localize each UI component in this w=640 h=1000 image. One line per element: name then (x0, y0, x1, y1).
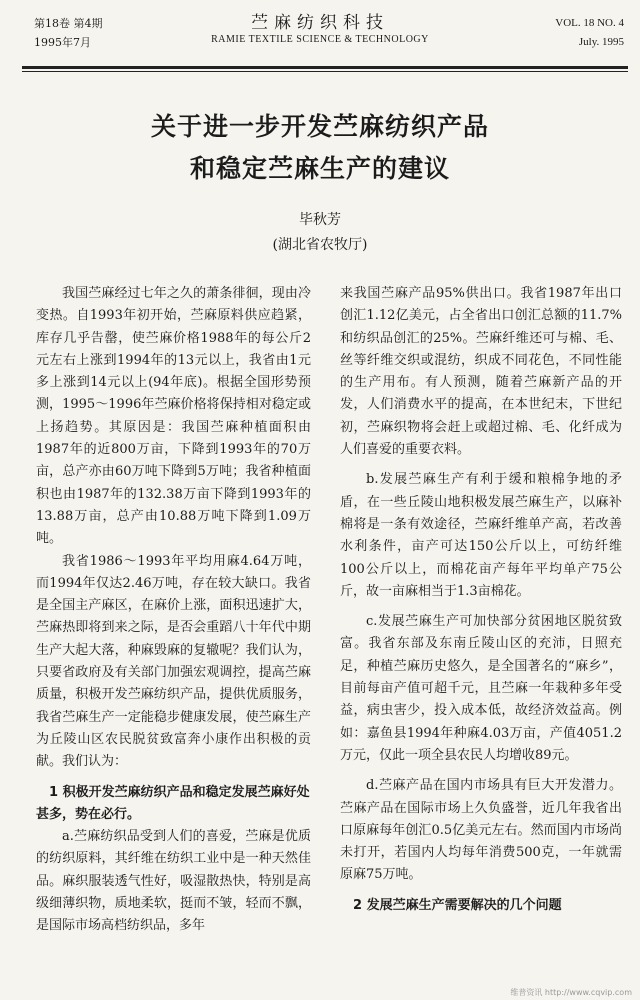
volume-cn: 第18卷 第4期 (34, 17, 103, 30)
header-center (0, 12, 640, 45)
header-right (555, 14, 624, 52)
volume-en: VOL. 18 NO. 4 (555, 17, 624, 29)
paragraph: c.发展苎麻生产可加快部分贫困地区脱贫致富。我省东部及东南丘陵山区的充沛，日照充足，种植苎麻历史悠久，是全国著名的“麻乡”，目前每亩产值可超千元，且苎麻一年栽种多年受益，病虫害少，投入成本低，故经济效益高。例如：嘉鱼县1994年种麻4.03万亩，产值4051.2万元，仅此一项全县农民人均增收89元。 (340, 614, 622, 763)
paragraph: 我省1986～1993年平均用麻4.64万吨，而1994年仅达2.46万吨，存在较大缺口。我省是全国主产麻区，在麻价上涨，面积迅速扩大，苎麻热即将到来之际，是否会重蹈八十年代中期生产大起大落，种麻毁麻的复辙呢？我们认为，只要省政府及有关部门加强宏观调控，提高苎麻质量，积极开发苎麻纺织产品，提供优质服务，我省苎麻生产一定能稳步健康发展，使苎麻生产为丘陵山区农民脱贫致富奔小康作出积极的贡献。我们认为： (36, 553, 311, 770)
section-heading: 1 积极开发苎麻纺织产品和稳定发展苎麻好处甚多，势在必行。 (36, 784, 310, 822)
section-heading: 2 发展苎麻生产需要解决的几个问题 (353, 897, 562, 913)
paragraph: b.发展苎麻生产有利于缓和粮棉争地的矛盾，在一些丘陵山地积极发展苎麻生产，以麻补棉将是一条有效途径，苎麻纤维单产高，若改善水利条件，亩产可达150公斤以上，可纺纤维100公斤以上，而棉花亩产每年平均单产75公斤，故一亩麻相当于1.3亩棉花。 (340, 472, 622, 599)
article-title (0, 106, 640, 190)
paragraph: 来我国苎麻产品95%供出口。我省1987年出口创汇1.12亿美元，占全省出口创汇总额的11.7%和纺织品创汇的25%。苎麻纤维还可与棉、毛、丝等纤维交织或混纺，织成不同花色，不同性能的生产用布。有人预测，随着苎麻新产品的开发，人们消费水平的提高，在本世纪末，下世纪初，苎麻织物将会赶上或超过棉、毛、化纤成为人们喜爱的重要衣料。 (340, 286, 622, 458)
body-column-right (340, 283, 622, 917)
author-name: 毕秋芳 (299, 212, 341, 228)
journal-name-en: RAMIE TEXTILE SCIENCE & TECHNOLOGY (211, 34, 429, 45)
date-en: July. 1995 (578, 36, 624, 48)
author-affiliation: (湖北省农牧厅) (272, 237, 368, 253)
title-line-2: 和稳定苎麻生产的建议 (189, 154, 450, 183)
header-rule-thick (22, 66, 628, 69)
paragraph: d.苎麻产品在国内市场具有巨大开发潜力。苎麻产品在国际市场上久负盛誉，近几年我省出口原麻每年创汇0.5亿美元左右。然而国内市场尚未打开，若国内人均每年消费500克，一年就需原麻75万吨。 (340, 778, 622, 883)
paragraph: a.苎麻纺织品受到人们的喜爱，苎麻是优质的纺织原料，其纤维在纺织工业中是一种天然佳品。麻织服装透气性好，吸湿散热快，特别是高级细薄织物，质地柔软，挺而不皱，轻而不飘，是国际市场高档纺织品，多年 (36, 829, 311, 934)
paragraph: 我国苎麻经过七年之久的萧条徘徊，现由冷变热。自1993年初开始，苎麻原料供应趋紧，库存几乎告罄，使苎麻价格1988年的每公斤2元左右上涨到1994年的13元以上，我省由1元多上涨到14元以上(94年底)。根据全国形势预测，1995～1996年苎麻价格将保持相对稳定或上扬趋势。其原因是：我国苎麻种植面积由1987年的近800万亩，下降到1993年的70万亩，总产亦由60万吨下降到5万吨；我省种植面积也由1987年的132.38万亩下降到1993年的13.88万亩，总产由10.88万吨下降到1.09万吨。 (36, 286, 311, 547)
body-column-left (36, 283, 311, 938)
watermark: 维普资讯 http://www.cqvip.com (510, 988, 632, 997)
journal-name-cn: 苎麻纺织科技 (251, 13, 389, 33)
date-cn: 1995年7月 (34, 36, 91, 49)
header-rule-thin (22, 71, 628, 72)
journal-header (0, 0, 640, 66)
title-line-1: 关于进一步开发苎麻纺织产品 (150, 112, 489, 141)
